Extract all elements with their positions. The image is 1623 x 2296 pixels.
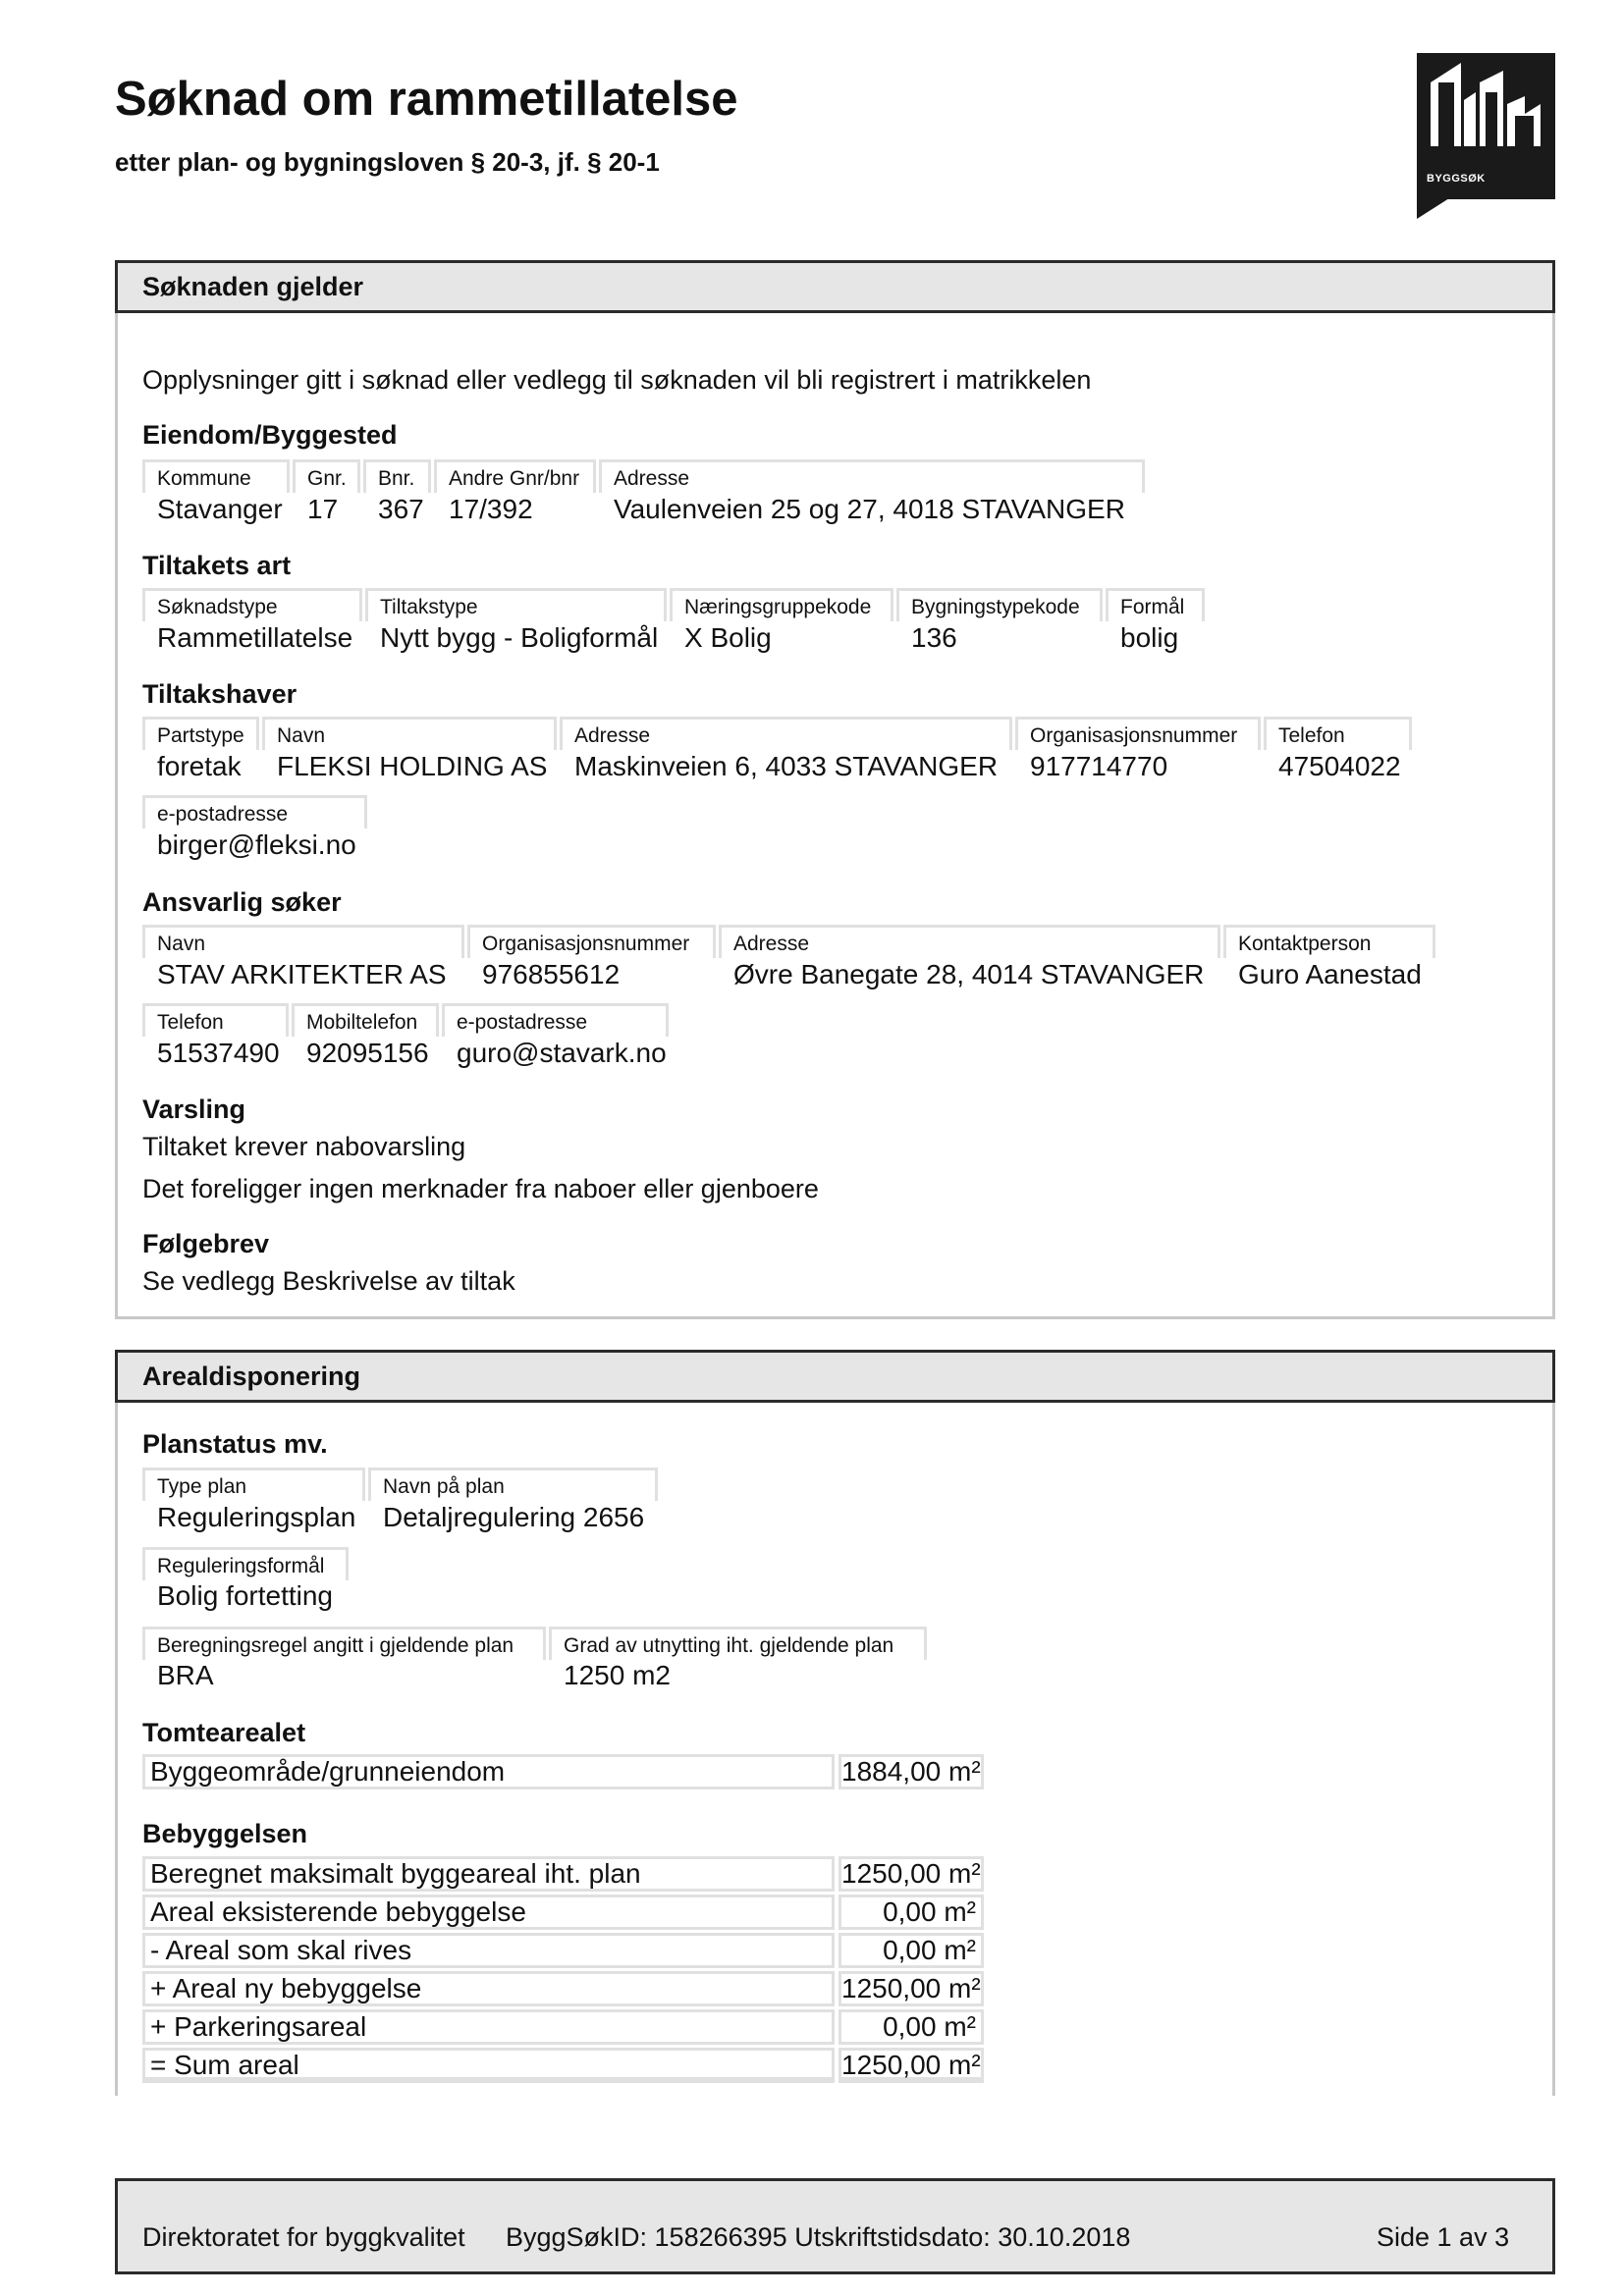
field-label: Kommune [142, 459, 290, 493]
field-label: e-postadresse [442, 1003, 669, 1037]
logo-label: BYGGSØK [1427, 173, 1486, 185]
field-value: 51537490 [157, 1038, 280, 1068]
field-value: Rammetillatelse [157, 622, 353, 653]
reguleringsformal-value [142, 1580, 352, 1612]
field-value: 17 [307, 494, 339, 524]
varsling-line1: Tiltaket krever nabovarsling [142, 1132, 466, 1161]
row-value: 1250,00 m² [839, 1856, 984, 1892]
areal-row [142, 1895, 984, 1930]
field-label: Bnr. [363, 459, 431, 493]
row-label: + Parkeringsareal [142, 2009, 835, 2045]
areal-row-sum [142, 2048, 984, 2083]
ansvarlig-soker-values2 [142, 1038, 672, 1069]
field-value: X Bolig [684, 622, 772, 653]
field-label: Mobiltelefon [292, 1003, 439, 1037]
reguleringsformal-label [142, 1547, 352, 1580]
heading-eiendom: Eiendom/Byggested [142, 420, 398, 450]
field-label: Telefon [1264, 717, 1412, 750]
page-title: Søknad om rammetillatelse [115, 73, 738, 126]
heading-tiltakshaver: Tiltakshaver [142, 679, 298, 709]
row-value: 0,00 m² [839, 1933, 984, 1968]
areal-row [142, 1971, 984, 2006]
planstatus-values [142, 1502, 661, 1533]
field-value: guro@stavark.no [457, 1038, 667, 1068]
eiendom-values [142, 494, 1148, 525]
field-label: Organisasjonsnummer [467, 925, 716, 958]
areal-row [142, 1933, 984, 1968]
heading-varsling: Varsling [142, 1095, 246, 1124]
field-value: 1250 m2 [564, 1660, 671, 1690]
field-value: Guro Aanestad [1238, 959, 1422, 989]
logo-flag [1417, 198, 1449, 219]
field-label: e-postadresse [142, 795, 367, 828]
areal-row [142, 2009, 984, 2045]
heading-ansvarlig-soker: Ansvarlig søker [142, 887, 342, 917]
row-label: Byggeområde/grunneiendom [142, 1754, 835, 1789]
row-label: + Areal ny bebyggelse [142, 1971, 835, 2006]
folgebrev-text: Se vedlegg Beskrivelse av tiltak [142, 1266, 515, 1296]
field-label: Grad av utnytting iht. gjeldende plan [549, 1627, 927, 1660]
field-value: birger@fleksi.no [157, 829, 356, 860]
field-label: Organisasjonsnummer [1015, 717, 1261, 750]
tiltakshaver-labels [142, 717, 1415, 750]
field-value: Nytt bygg - Boligformål [380, 622, 659, 653]
field-value: STAV ARKITEKTER AS [157, 959, 447, 989]
field-label: Telefon [142, 1003, 289, 1037]
tiltakshaver-email-value [142, 829, 370, 861]
tiltakets-art-values [142, 622, 1208, 654]
heading-bebyggelsen: Bebyggelsen [142, 1819, 308, 1848]
field-value: 917714770 [1030, 751, 1168, 781]
field-label: Bygningstypekode [896, 588, 1103, 621]
field-label: Kontaktperson [1223, 925, 1435, 958]
areal-row [142, 1856, 984, 1892]
field-label: Reguleringsformål [142, 1547, 349, 1580]
field-value: Øvre Banegate 28, 4014 STAVANGER [733, 959, 1205, 989]
field-label: Beregningsregel angitt i gjeldende plan [142, 1627, 546, 1660]
heading-folgebrev: Følgebrev [142, 1229, 270, 1258]
field-value: Detaljregulering 2656 [383, 1502, 645, 1532]
row-value: 1884,00 m² [839, 1754, 984, 1789]
field-label: Gnr. [293, 459, 360, 493]
row-label: = Sum areal [142, 2048, 835, 2083]
section-header-arealdisponering: Arealdisponering [115, 1350, 1555, 1403]
row-value: 1250,00 m² [839, 2048, 984, 2083]
footer-org: Direktoratet for byggkvalitet [142, 2222, 465, 2252]
field-value: Stavanger [157, 494, 283, 524]
field-label: Adresse [599, 459, 1145, 493]
tiltakshaver-email-label [142, 795, 370, 828]
row-label: Beregnet maksimalt byggeareal iht. plan [142, 1856, 835, 1892]
ansvarlig-soker-values [142, 959, 1438, 990]
heading-tiltakets-art: Tiltakets art [142, 551, 292, 580]
field-value: 17/392 [449, 494, 533, 524]
page-subtitle: etter plan- og bygningsloven § 20-3, jf. § 20-1 [115, 147, 660, 177]
field-value: Vaulenveien 25 og 27, 4018 STAVANGER [614, 494, 1125, 524]
planstatus-labels [142, 1468, 661, 1501]
ansvarlig-soker-labels [142, 925, 1438, 958]
footer-page: Side 1 av 3 [1377, 2222, 1510, 2252]
field-label: Partstype [142, 717, 259, 750]
ansvarlig-soker-labels2 [142, 1003, 672, 1037]
field-label: Navn [262, 717, 557, 750]
utnytting-values [142, 1660, 930, 1691]
field-value: Reguleringsplan [157, 1502, 356, 1532]
field-value: 47504022 [1278, 751, 1401, 781]
field-label: Navn [142, 925, 464, 958]
varsling-line2: Det foreligger ingen merknader fra naboer eller gjenboere [142, 1174, 819, 1203]
field-label: Navn på plan [368, 1468, 658, 1501]
row-value: 0,00 m² [839, 2009, 984, 2045]
field-label: Andre Gnr/bnr [434, 459, 596, 493]
intro-text: Opplysninger gitt i søknad eller vedlegg til søknaden vil bli registrert i matrikkelen [142, 365, 1092, 395]
field-value: FLEKSI HOLDING AS [277, 751, 548, 781]
field-label: Formål [1106, 588, 1205, 621]
field-value: foretak [157, 751, 242, 781]
field-value: BRA [157, 1660, 214, 1690]
tomteareal-row [142, 1754, 984, 1789]
field-value: 976855612 [482, 959, 621, 989]
field-value: Bolig fortetting [157, 1580, 333, 1611]
field-value: Maskinveien 6, 4033 STAVANGER [574, 751, 999, 781]
heading-tomtearealet: Tomtearealet [142, 1718, 306, 1747]
row-label: Areal eksisterende bebyggelse [142, 1895, 835, 1930]
field-label: Adresse [560, 717, 1012, 750]
section-header-soknaden: Søknaden gjelder [115, 260, 1555, 313]
heading-planstatus: Planstatus mv. [142, 1429, 328, 1459]
field-label: Tiltakstype [365, 588, 667, 621]
field-label: Søknadstype [142, 588, 362, 621]
field-value: 367 [378, 494, 424, 524]
row-label: - Areal som skal rives [142, 1933, 835, 1968]
byggsok-logo [1417, 53, 1555, 199]
row-value: 1250,00 m² [839, 1971, 984, 2006]
field-label: Næringsgruppekode [670, 588, 893, 621]
field-value: 136 [911, 622, 957, 653]
row-value: 0,00 m² [839, 1895, 984, 1930]
utnytting-labels [142, 1627, 930, 1660]
footer-id: ByggSøkID: 158266395 Utskriftstidsdato: 30.10.2018 [506, 2222, 1131, 2252]
field-value: 92095156 [306, 1038, 429, 1068]
eiendom-labels [142, 459, 1148, 493]
field-label: Type plan [142, 1468, 365, 1501]
building-logo-icon [1417, 53, 1555, 161]
tiltakets-art-labels [142, 588, 1208, 621]
field-value: bolig [1120, 622, 1179, 653]
field-label: Adresse [719, 925, 1220, 958]
tiltakshaver-values [142, 751, 1415, 782]
